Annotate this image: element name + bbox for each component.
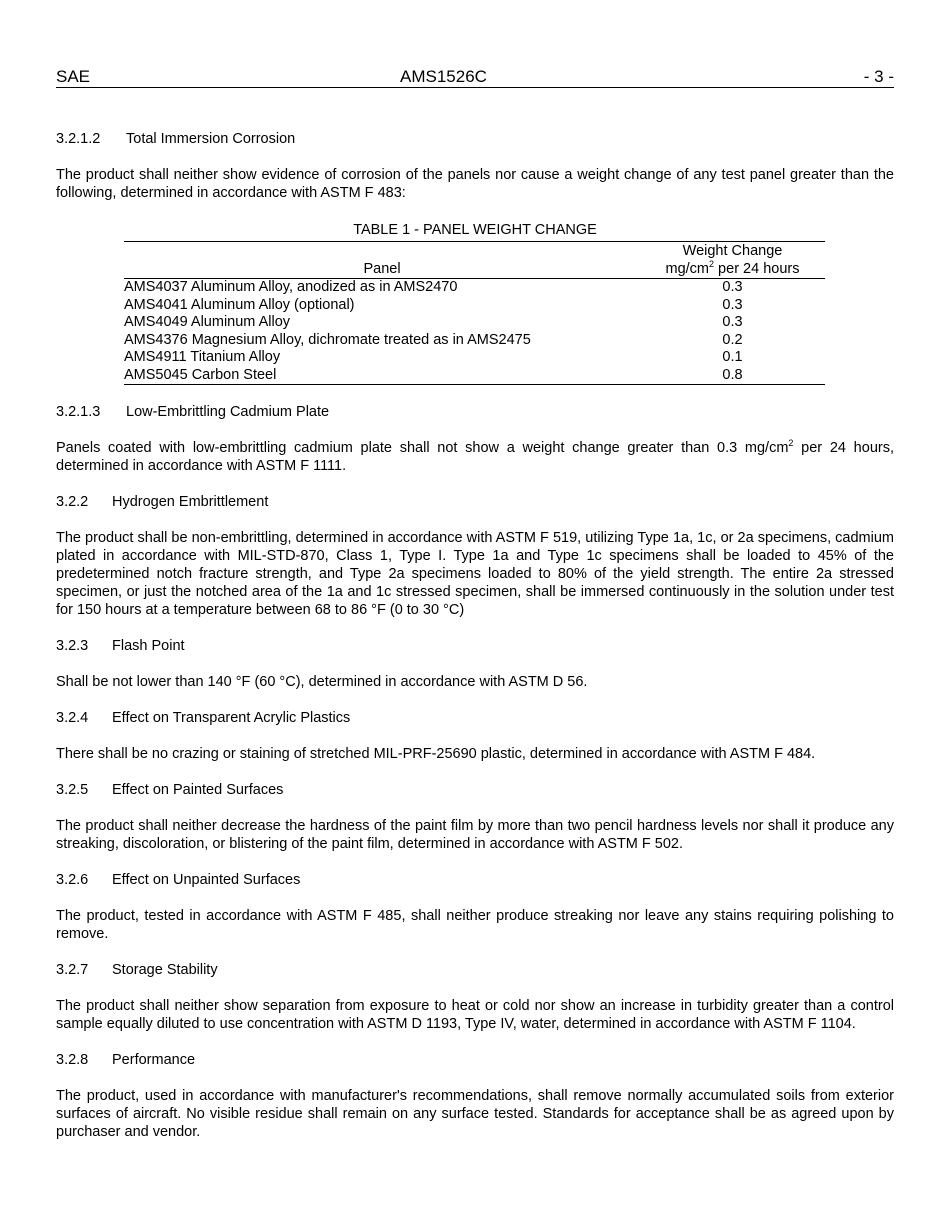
section-text-3-2-5: The product shall neither decrease the hardness of the paint film by more than two pencil hardness levels nor shall it produce any streaking, discoloration, or blistering of the paint film, determined in accordance with ASTM F 502. [56,818,894,852]
header-page-number: - 3 - [863,67,894,86]
section-number: 3.2.1.2 [56,131,101,147]
section-text-3-2-8: The product, used in accordance with manufacturer's recommendations, shall remove normally accumulated soils from exterior surfaces of aircraft. No visible residue shall remain on any surface tested. Standards for acceptance shall be as agreed upon by purchaser and vendor. [56,1088,894,1140]
section-heading-3-2-1-3 [56,403,894,421]
section-text-3-2-7: The product shall neither show separation from exposure to heat or cold nor show an increase in turbidity greater than a control sample equally diluted to use concentration with ASTM D 1193, Type IV, water, determined in accordance with ASTM F 1104. [56,998,894,1032]
section-heading-3-2-6 [56,871,894,889]
section-text-3-2-3: Shall be not lower than 140 °F (60 °C), determined in accordance with ASTM D 56. [56,674,588,690]
section-text-3-2-1-2: The product shall neither show evidence of corrosion of the panels nor cause a weight change of any test panel greater than the following, determined in accordance with ASTM F 483: [56,167,894,201]
section-heading-3-2-8 [56,1051,894,1069]
section-number: 3.2.5 [56,782,89,798]
section-title: Effect on Transparent Acrylic Plastics [112,710,351,726]
section-heading-3-2-2 [56,493,894,511]
table-row [124,279,825,297]
table-caption: TABLE 1 - PANEL WEIGHT CHANGE [353,222,597,238]
row-value: 0.3 [722,279,743,295]
row-panel: AMS4376 Magnesium Alloy, dichromate treated as in AMS2475 [124,331,531,348]
section-heading-3-2-3 [56,637,894,655]
section-number: 3.2.1.3 [56,404,101,420]
row-panel: AMS5045 Carbon Steel [124,367,640,385]
section-heading-3-2-4 [56,709,894,727]
row-panel: AMS4911 Titanium Alloy [124,349,281,365]
section-title: Effect on Unpainted Surfaces [112,872,301,888]
section-title: Performance [112,1052,196,1068]
col-header-weight-change: Weight Change [640,242,825,261]
section-number: 3.2.6 [56,872,89,888]
section-text-3-2-6: The product, tested in accordance with ASTM F 485, shall neither produce streaking nor leave any stains requiring polishing to remove. [56,908,894,942]
section-heading-3-2-7 [56,961,894,979]
section-text-3-2-1-3: Panels coated with low-embrittling cadmium plate shall not show a weight change greater than 0.3 $mg/cm^2$ per 24 hours, determined in accordance with ASTM F 1111. [56,438,894,474]
header-org: SAE [56,67,91,86]
section-number: 3.2.3 [56,638,89,654]
row-panel: AMS4049 Aluminum Alloy [124,314,291,330]
panel-weight-table [124,241,825,385]
section-title: Effect on Painted Surfaces [112,782,284,798]
section-title: Storage Stability [112,962,218,978]
section-title: Hydrogen Embrittlement [112,494,269,510]
row-value: 0.3 [722,296,743,313]
table-row [124,297,825,315]
document-page [56,66,894,1141]
section-title: Flash Point [112,638,185,654]
section-number: 3.2.4 [56,710,89,726]
section-number: 3.2.2 [56,494,89,510]
section-text-3-2-4: There shall be no crazing or staining of stretched MIL-PRF-25690 plastic, determined in accordance with ASTM F 484. [56,746,816,762]
table-row [124,314,825,332]
section-heading-3-2-1-2 [56,130,894,148]
row-panel: AMS4041 Aluminum Alloy (optional) [124,296,355,313]
row-value: 0.8 [640,367,825,385]
row-panel: AMS4037 Aluminum Alloy, anodized as in AMS2470 [124,279,458,295]
row-value: 0.3 [722,314,743,330]
page-header [56,66,894,88]
section-title: Total Immersion Corrosion [126,131,296,147]
col-header-unit: $mg/cm^2$ per 24 hours [640,260,825,279]
section-number: 3.2.8 [56,1052,89,1068]
section-text-3-2-2: The product shall be non-embrittling, determined in accordance with ASTM F 519, utilizing Type 1a, 1c, or 2a specimens, cadmium plated in accordance with MIL-STD-870, Class 1, Type I. Type 1a and Type 1c specimens shall be loaded to 45% of the predetermined notch fracture strength, and Type 2a specimens loaded to 80% of the yield strength. The entire 2a stressed specimen, or just the notched area of the 1a and 1c stressed specimen, shall be immersed continuously in the solution under test for 150 hours at a temperature between 68 to 86 °F (0 to 30 °C) [56,530,894,618]
col-header-panel: Panel [124,260,640,279]
section-heading-3-2-5 [56,781,894,799]
table-row [124,367,825,385]
row-value: 0.2 [722,331,743,348]
table-row [124,332,825,350]
section-number: 3.2.7 [56,962,89,978]
section-title: Low-Embrittling Cadmium Plate [126,404,330,420]
row-value: 0.1 [722,349,743,365]
table-row [124,349,825,367]
header-doc-id: AMS1526C [400,67,487,86]
